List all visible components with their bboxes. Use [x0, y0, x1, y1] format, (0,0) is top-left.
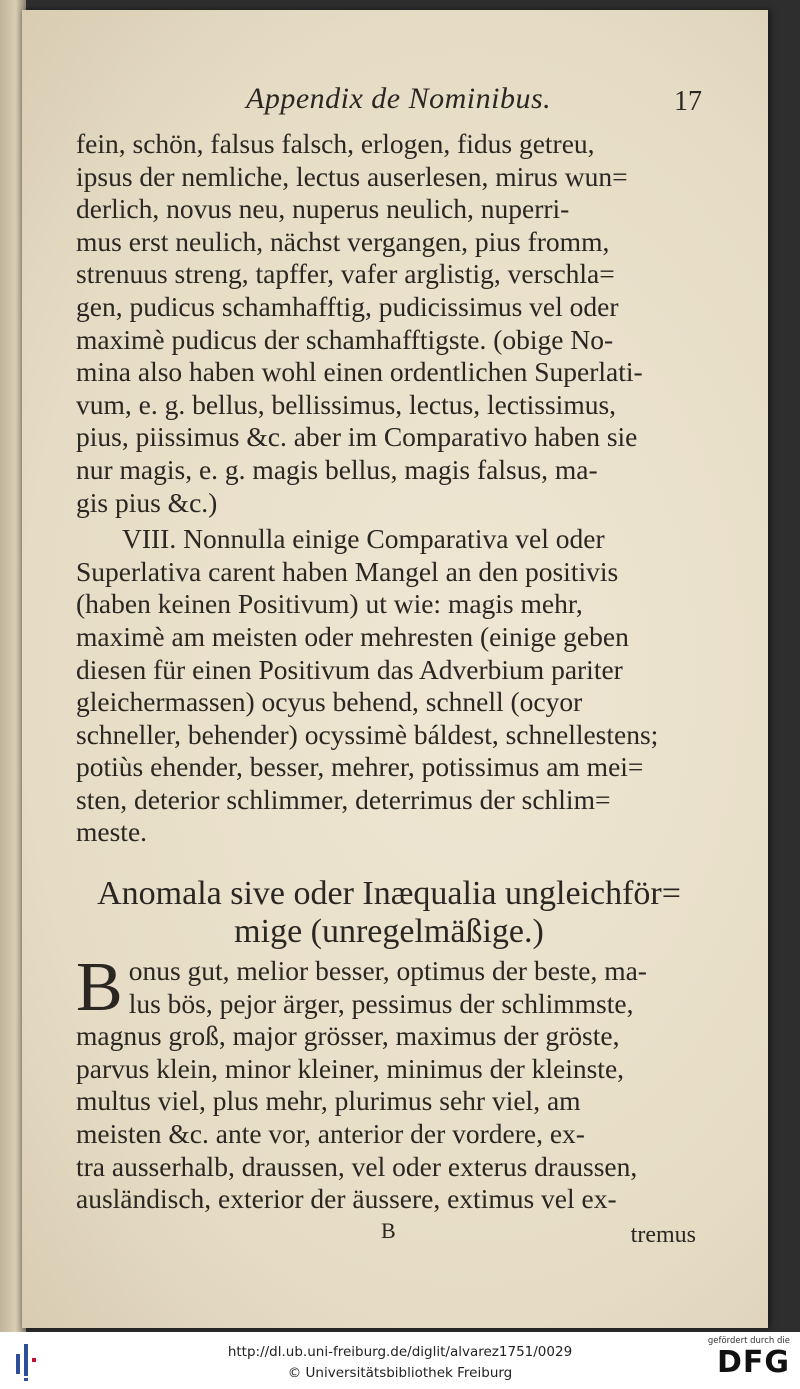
paragraph-1: [76, 128, 702, 519]
text-line: magnus groß, major grösser, maximus der gröste,: [76, 1020, 620, 1052]
text-line: meste.: [76, 816, 148, 848]
text-line: potiùs ehender, besser, mehrer, potissimus am mei=: [76, 751, 644, 783]
text-line: derlich, novus neu, nuperus neulich, nuperri-: [76, 193, 570, 225]
text-line: sten, deterior schlimmer, deterrimus der schlim=: [76, 783, 611, 815]
text-line: (haben keinen Positivum) ut wie: magis mehr,: [76, 588, 583, 620]
text-line: meisten &c. ante vor, anterior der vordere, ex-: [76, 1118, 585, 1150]
dfg-logo-text: DFG: [716, 1345, 790, 1380]
heading-line: mige (unregelmäßige.): [234, 913, 544, 951]
paragraph-3: [76, 949, 702, 1216]
text-line: maximè pudicus der schamhafftigste. (obige No-: [76, 323, 614, 355]
text-line: multus viel, plus mehr, plurimus sehr viel, am: [76, 1085, 581, 1117]
heading-line: Anomala sive oder Inæqualia ungleichför=: [97, 875, 681, 913]
text-line: gis pius &c.): [76, 486, 218, 518]
text-line: gleichermassen) ocyus behend, schnell (ocyor: [76, 686, 583, 718]
text-line: Superlativa carent haben Mangel an den positivis: [76, 555, 619, 587]
text-line: gen, pudicus schamhafftig, pudicissimus vel oder: [76, 290, 619, 322]
copyright-notice: © Universitätsbibliothek Freiburg: [287, 1365, 513, 1381]
text-line: diesen für einen Positivum das Adverbium pariter: [76, 653, 623, 685]
text-line: schneller, behender) ocyssimè báldest, schnellestens;: [76, 718, 659, 750]
text-line: strenuus streng, tapffer, vafer arglistig, verschla=: [76, 258, 615, 290]
catchword: tremus: [630, 1221, 696, 1248]
drop-cap: B: [76, 949, 123, 1027]
text-line: parvus klein, minor kleiner, minimus der kleinste,: [76, 1052, 625, 1084]
text-line: pius, piissimus &c. aber im Comparativo haben sie: [76, 421, 638, 453]
signature-mark: B: [381, 1217, 396, 1243]
text-line: mus erst neulich, nächst vergangen, pius fromm,: [76, 225, 610, 257]
text-line: ipsus der nemliche, lectus auserlesen, mirus wun=: [76, 160, 628, 192]
dfg-caption: gefördert durch die: [707, 1336, 790, 1346]
section-heading: [76, 875, 702, 951]
text-line: mina also haben wohl einen ordentlichen Superlati-: [76, 356, 643, 388]
text-line: tra ausserhalb, draussen, vel oder exterus draussen,: [76, 1150, 638, 1182]
viewer-footer: [0, 1332, 800, 1389]
page-number: 17: [674, 86, 702, 117]
paragraph-2: [76, 523, 702, 849]
text-line: onus gut, melior besser, optimus der beste, ma-: [128, 955, 647, 987]
page-text-block: [76, 72, 702, 1248]
dfg-logo: [698, 1336, 790, 1386]
book-page: [22, 10, 768, 1328]
text-line: maximè am meisten oder mehresten (einige geben: [76, 620, 629, 652]
text-line: vum, e. g. bellus, bellissimus, lectus, lectissimus,: [76, 388, 617, 420]
text-line: lus bös, pejor ärger, pessimus der schlimmste,: [128, 987, 634, 1019]
text-line: fein, schön, falsus falsch, erlogen, fidus getreu,: [76, 128, 595, 159]
text-line: ausländisch, exterior der äussere, extimus vel ex-: [76, 1183, 617, 1215]
running-head-title: Appendix de Nominibus.: [246, 82, 552, 115]
text-line: nur magis, e. g. magis bellus, magis falsus, ma-: [76, 453, 598, 485]
text-line: VIII. Nonnulla einige Comparativa vel oder: [122, 523, 605, 555]
page-foot: [76, 1218, 702, 1248]
running-head: [96, 72, 702, 128]
permalink-url[interactable]: http://dl.ub.uni-freiburg.de/diglit/alvarez1751/0029: [227, 1344, 573, 1360]
